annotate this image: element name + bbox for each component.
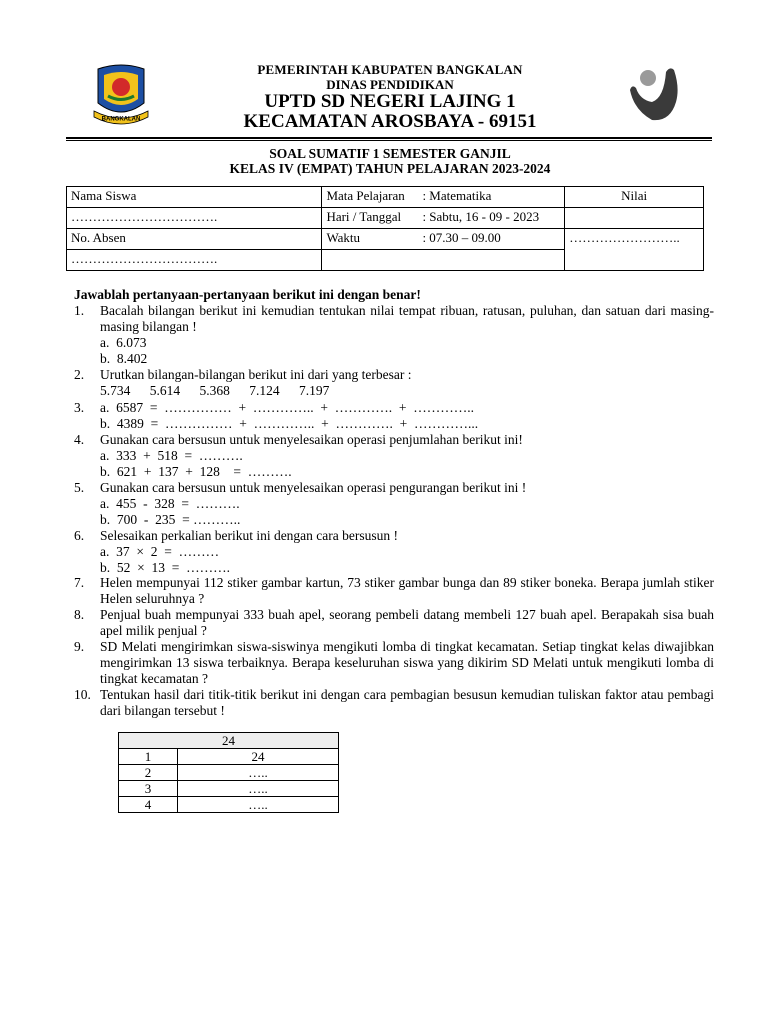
absen-label: No. Absen [67,229,322,250]
q1-option-b: b. 8.402 [100,351,148,366]
q3-option-b: b. 4389 = …………… + ………….. + …………. + …………... [100,416,479,431]
factor-cell: 3 [119,781,178,797]
table-row [119,781,339,797]
empty-cell [322,250,565,271]
q2-numbers [100,383,345,399]
q2-number: 5.614 [149,383,181,398]
question-1 [74,303,714,335]
date-cell [322,208,565,229]
question-number: 4. [74,432,85,447]
question-10 [74,687,714,719]
q1-option-a: a. 6.073 [100,335,147,350]
question-text: Gunakan cara bersusun untuk menyelesaikan operasi penjumlahan berikut ini! [100,432,523,447]
score-label: Nilai [565,187,704,208]
q6-option-a: a. 37 × 2 = ……… [100,544,220,559]
question-text: Tentukan hasil dari titik-titik berikut ini dengan cara pembagian besusun kemudian tuliskan faktor atau pembagi dari bilangan tersebut ! [100,687,714,718]
exam-title: SOAL SUMATIF 1 SEMESTER GANJIL [269,146,511,161]
q2-number: 7.197 [299,383,330,398]
time-value: : 07.30 – 09.00 [422,230,501,245]
factor-cell: 1 [119,749,178,765]
question-5 [74,480,714,496]
factor-table [118,732,339,813]
factor-cell: 2 [119,765,178,781]
pair-cell[interactable]: ….. [177,781,338,797]
question-9 [74,639,714,687]
pair-cell[interactable]: ….. [177,797,338,813]
question-text: Gunakan cara bersusun untuk menyelesaikan operasi pengurangan berikut ini ! [100,480,527,495]
pair-cell: 24 [177,749,338,765]
subject-value: : Matematika [422,188,492,203]
factor-cell: 4 [119,797,178,813]
bangkalan-emblem-icon [90,63,152,129]
logo-caption: BANGKALAN [101,116,141,123]
date-value: : Sabtu, 16 - 09 - 2023 [422,209,540,224]
district-name: KECAMATAN AROSBAYA - 69151 [243,111,537,132]
q5-option-a: a. 455 - 328 = ………. [100,496,240,511]
question-6 [74,528,714,544]
absen-field[interactable]: ……………………………. [67,250,322,271]
instructions: Jawablah pertanyaan-pertanyaan berikut ini dengan benar! [74,287,421,302]
q6-option-b: b. 52 × 13 = ………. [100,560,230,575]
question-text: SD Melati mengirimkan siswa-siswinya mengikuti lomba di tingkat kecamatan. Setiap tingkat kelas diwajibkan mengirimkan 13 siswa terbaiknya. Berapa keseluruhan siswa yang dikirim SD Melati untuk mengikuti lomba di tingkat kecamatan ? [100,639,714,686]
question-number: 9. [74,639,85,654]
name-field[interactable]: ……………………………. [67,208,322,229]
time-label: Waktu [326,230,361,245]
q3-option-a: a. 6587 = …………… + ………….. + …………. + ………….. [100,400,474,415]
school-name: UPTD SD NEGERI LAJING 1 [264,91,516,112]
name-label: Nama Siswa [67,187,322,208]
question-number: 6. [74,528,85,543]
subject-cell [322,187,565,208]
table-row [119,749,339,765]
q2-number: 7.124 [249,383,280,398]
figure-logo-icon [624,62,686,128]
dept-name: DINAS PENDIDIKAN [326,77,454,92]
question-8 [74,607,714,639]
score-field[interactable]: …………………….. [565,229,704,271]
question-number: 5. [74,480,85,495]
question-number: 7. [74,575,85,590]
q4-option-a: a. 333 + 518 = ………. [100,448,243,463]
table-row [119,765,339,781]
q4-option-b: b. 621 + 137 + 128 = ………. [100,464,292,479]
student-info-table [66,186,704,271]
question-number: 2. [74,367,85,382]
factor-table-header: 24 [119,733,339,749]
subject-label: Mata Pelajaran [326,188,405,203]
question-7 [74,575,714,607]
question-text: Helen mempunyai 112 stiker gambar kartun, 73 stiker gambar bunga dan 89 stiker boneka. Berapa jumlah stiker Helen seluruhnya ? [100,575,714,606]
date-label: Hari / Tanggal [326,209,402,224]
question-number: 3. [74,400,85,415]
score-spacer [565,208,704,229]
time-cell [322,229,565,250]
question-text: Selesaikan perkalian berikut ini dengan cara bersusun ! [100,528,399,543]
question-number: 1. [74,303,85,318]
question-text: Penjual buah mempunyai 333 buah apel, seorang pembeli datang membeli 127 buah apel. Berapakah sisa buah apel milik penjual ? [100,607,714,638]
question-text: Urutkan bilangan-bilangan berikut ini dari yang terbesar : [100,367,412,382]
question-2 [74,367,714,383]
question-number: 8. [74,607,85,622]
class-line: KELAS IV (EMPAT) TAHUN PELAJARAN 2023-2024 [229,161,551,176]
q2-number: 5.734 [100,383,131,398]
table-row [119,797,339,813]
header-divider-thin [66,140,712,141]
q2-number: 5.368 [199,383,230,398]
header-divider [66,137,712,139]
question-4 [74,432,714,448]
question-text: Bacalah bilangan berikut ini kemudian tentukan nilai tempat ribuan, ratusan, puluhan, dan satuan dari masing-masing bilangan ! [100,303,714,334]
gov-name: PEMERINTAH KABUPATEN BANGKALAN [257,62,523,77]
pair-cell[interactable]: ….. [177,765,338,781]
q5-option-b: b. 700 - 235 = ……….. [100,512,241,527]
question-number: 10. [74,687,91,702]
